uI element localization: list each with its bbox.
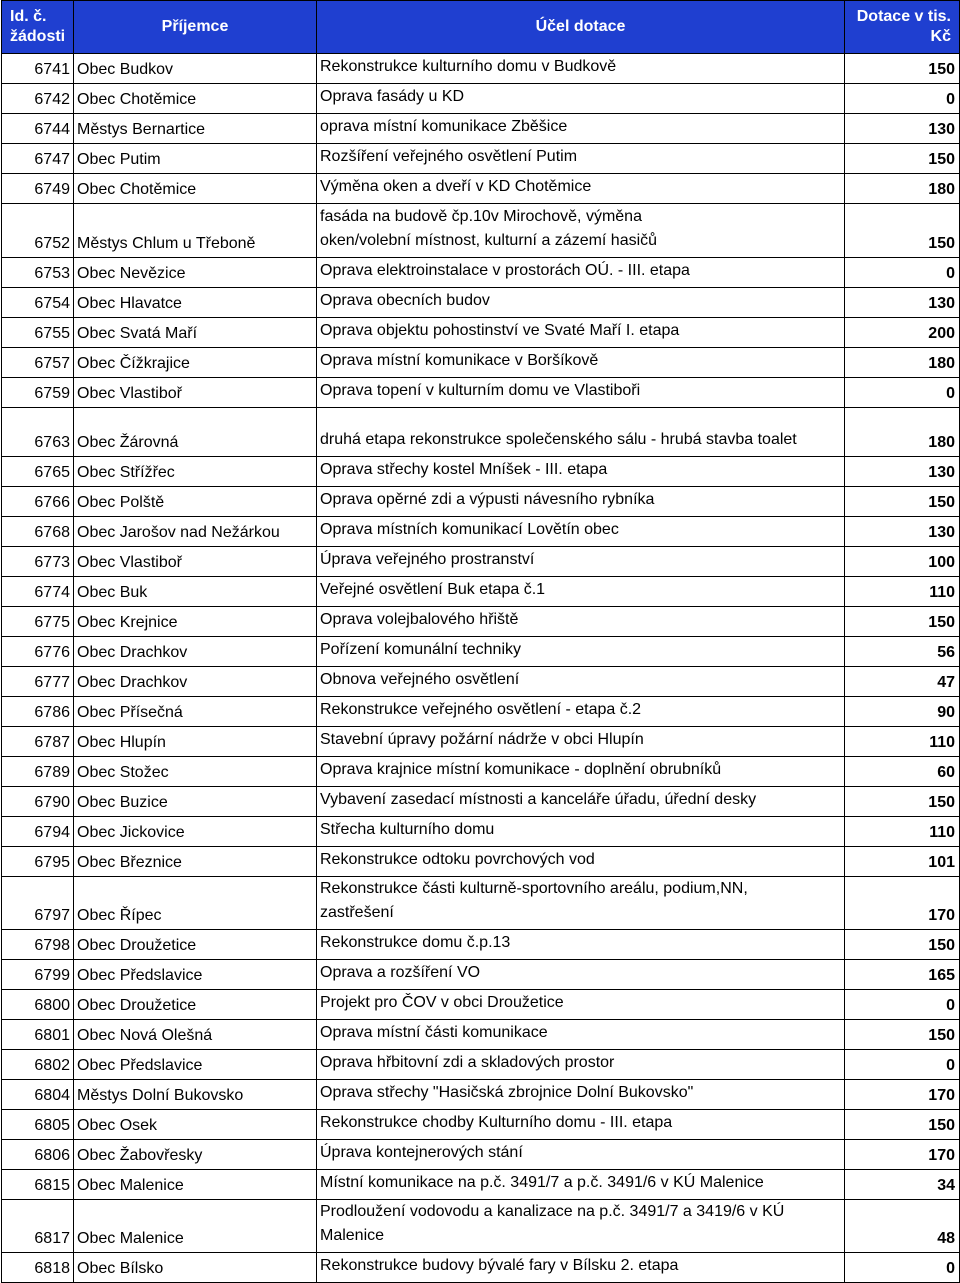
cell-purpose: Stavební úpravy požární nádrže v obci Hlupín [317, 727, 845, 757]
header-purpose: Účel dotace [317, 1, 845, 54]
cell-recipient: Obec Stožec [74, 757, 317, 787]
cell-recipient: Obec Žárovná [74, 408, 317, 457]
cell-purpose: Oprava střechy kostel Mníšek - III. etapa [317, 457, 845, 487]
cell-recipient: Obec Předslavice [74, 1050, 317, 1080]
cell-recipient: Obec Hlavatce [74, 288, 317, 318]
cell-id: 6763 [2, 408, 74, 457]
cell-id: 6765 [2, 457, 74, 487]
cell-recipient: Obec Hlupín [74, 727, 317, 757]
table-row [2, 607, 960, 637]
table-row [2, 288, 960, 318]
cell-recipient: Obec Droužetice [74, 930, 317, 960]
cell-purpose: Úprava veřejného prostranství [317, 547, 845, 577]
table-row [2, 487, 960, 517]
cell-purpose: druhá etapa rekonstrukce společenského sálu - hrubá stavba toalet [317, 408, 845, 457]
cell-recipient: Obec Nová Olešná [74, 1020, 317, 1050]
table-row [2, 1020, 960, 1050]
cell-id: 6802 [2, 1050, 74, 1080]
cell-purpose: Veřejné osvětlení Buk etapa č.1 [317, 577, 845, 607]
cell-id: 6754 [2, 288, 74, 318]
cell-id: 6787 [2, 727, 74, 757]
table-row [2, 84, 960, 114]
table-row [2, 318, 960, 348]
cell-recipient: Obec Předslavice [74, 960, 317, 990]
cell-id: 6795 [2, 847, 74, 877]
table-row [2, 547, 960, 577]
table-row [2, 960, 960, 990]
cell-recipient: Obec Jickovice [74, 817, 317, 847]
cell-recipient: Obec Krejnice [74, 607, 317, 637]
header-id-line1: Id. č. [10, 8, 47, 25]
cell-purpose: Rekonstrukce části kulturně-sportovního areálu, podium,NN, zastřešení [317, 877, 845, 930]
table-row [2, 817, 960, 847]
cell-id: 6804 [2, 1080, 74, 1110]
cell-recipient: Obec Buk [74, 577, 317, 607]
cell-amount: 150 [845, 787, 960, 817]
table-row [2, 144, 960, 174]
header-amount [845, 1, 960, 54]
table-row [2, 1200, 960, 1253]
cell-purpose: Oprava volejbalového hřiště [317, 607, 845, 637]
cell-purpose: Oprava opěrné zdi a výpusti návesního rybníka [317, 487, 845, 517]
cell-id: 6806 [2, 1140, 74, 1170]
table-row [2, 1050, 960, 1080]
cell-id: 6798 [2, 930, 74, 960]
cell-recipient: Obec Malenice [74, 1200, 317, 1253]
cell-recipient: Obec Žabovřesky [74, 1140, 317, 1170]
cell-purpose: Rekonstrukce budovy bývalé fary v Bílsku 2. etapa [317, 1253, 845, 1283]
cell-id: 6817 [2, 1200, 74, 1253]
cell-id: 6777 [2, 667, 74, 697]
cell-purpose: Oprava fasády u KD [317, 84, 845, 114]
cell-id: 6753 [2, 258, 74, 288]
cell-recipient: Obec Drachkov [74, 667, 317, 697]
cell-recipient: Obec Buzice [74, 787, 317, 817]
cell-amount: 150 [845, 144, 960, 174]
cell-amount: 90 [845, 697, 960, 727]
table-row [2, 1253, 960, 1283]
cell-id: 6775 [2, 607, 74, 637]
header-id-line2: žádosti [10, 28, 66, 45]
cell-recipient: Obec Březnice [74, 847, 317, 877]
cell-amount: 0 [845, 990, 960, 1020]
cell-purpose: Oprava hřbitovní zdi a skladových prostor [317, 1050, 845, 1080]
cell-amount: 100 [845, 547, 960, 577]
cell-recipient: Obec Řípec [74, 877, 317, 930]
cell-amount: 200 [845, 318, 960, 348]
cell-amount: 0 [845, 258, 960, 288]
table-row [2, 667, 960, 697]
cell-purpose: fasáda na budově čp.10v Mirochově, výměna oken/volební místnost, kulturní a zázemí hasičů [317, 204, 845, 258]
cell-amount: 0 [845, 378, 960, 408]
cell-amount: 180 [845, 408, 960, 457]
cell-amount: 150 [845, 1110, 960, 1140]
cell-amount: 180 [845, 348, 960, 378]
cell-recipient: Městys Chlum u Třeboně [74, 204, 317, 258]
cell-amount: 150 [845, 487, 960, 517]
cell-amount: 34 [845, 1170, 960, 1200]
table-row [2, 1080, 960, 1110]
cell-id: 6768 [2, 517, 74, 547]
cell-recipient: Obec Jarošov nad Nežárkou [74, 517, 317, 547]
cell-purpose: Oprava objektu pohostinství ve Svaté Maří I. etapa [317, 318, 845, 348]
cell-recipient: Obec Bílsko [74, 1253, 317, 1283]
cell-id: 6747 [2, 144, 74, 174]
cell-id: 6755 [2, 318, 74, 348]
cell-purpose: Oprava místní komunikace v Boršíkově [317, 348, 845, 378]
table-row [2, 1140, 960, 1170]
cell-recipient: Městys Bernartice [74, 114, 317, 144]
grants-table [1, 0, 960, 1283]
table-row [2, 637, 960, 667]
cell-purpose: Výměna oken a dveří v KD Chotěmice [317, 174, 845, 204]
header-recipient: Příjemce [74, 1, 317, 54]
table-row [2, 204, 960, 258]
cell-recipient: Obec Putim [74, 144, 317, 174]
cell-id: 6797 [2, 877, 74, 930]
cell-purpose: Oprava obecních budov [317, 288, 845, 318]
cell-purpose: Střecha kulturního domu [317, 817, 845, 847]
cell-id: 6776 [2, 637, 74, 667]
table-row [2, 727, 960, 757]
table-row [2, 408, 960, 457]
cell-id: 6766 [2, 487, 74, 517]
cell-amount: 150 [845, 54, 960, 84]
cell-recipient: Obec Osek [74, 1110, 317, 1140]
table-row [2, 787, 960, 817]
cell-purpose: Projekt pro ČOV v obci Droužetice [317, 990, 845, 1020]
cell-id: 6752 [2, 204, 74, 258]
cell-amount: 170 [845, 877, 960, 930]
cell-amount: 0 [845, 1253, 960, 1283]
cell-id: 6815 [2, 1170, 74, 1200]
cell-id: 6741 [2, 54, 74, 84]
cell-purpose: Oprava krajnice místní komunikace - doplnění obrubníků [317, 757, 845, 787]
cell-id: 6786 [2, 697, 74, 727]
cell-recipient: Obec Střížřec [74, 457, 317, 487]
table-row [2, 54, 960, 84]
cell-id: 6749 [2, 174, 74, 204]
cell-amount: 150 [845, 204, 960, 258]
cell-purpose: Místní komunikace na p.č. 3491/7 a p.č. 3491/6 v KÚ Malenice [317, 1170, 845, 1200]
cell-recipient: Obec Vlastiboř [74, 547, 317, 577]
table-row [2, 757, 960, 787]
cell-recipient: Městys Dolní Bukovsko [74, 1080, 317, 1110]
cell-purpose: Oprava místní části komunikace [317, 1020, 845, 1050]
cell-purpose: Oprava střechy "Hasičská zbrojnice Dolní Bukovsko" [317, 1080, 845, 1110]
cell-recipient: Obec Polště [74, 487, 317, 517]
cell-purpose: oprava místní komunikace Zběšice [317, 114, 845, 144]
header-amount-line1: Dotace v tis. [856, 8, 951, 25]
table-row [2, 174, 960, 204]
cell-amount: 130 [845, 517, 960, 547]
cell-recipient: Obec Přísečná [74, 697, 317, 727]
table-row [2, 930, 960, 960]
cell-amount: 48 [845, 1200, 960, 1253]
cell-purpose: Rekonstrukce domu č.p.13 [317, 930, 845, 960]
table-row [2, 348, 960, 378]
cell-recipient: Obec Droužetice [74, 990, 317, 1020]
cell-id: 6774 [2, 577, 74, 607]
header-id [2, 1, 74, 54]
cell-purpose: Prodloužení vodovodu a kanalizace na p.č. 3491/7 a 3419/6 v KÚ Malenice [317, 1200, 845, 1253]
cell-recipient: Obec Drachkov [74, 637, 317, 667]
cell-recipient: Obec Svatá Maří [74, 318, 317, 348]
cell-amount: 165 [845, 960, 960, 990]
cell-amount: 170 [845, 1140, 960, 1170]
cell-amount: 130 [845, 114, 960, 144]
cell-recipient: Obec Nevězice [74, 258, 317, 288]
cell-recipient: Obec Chotěmice [74, 84, 317, 114]
cell-id: 6789 [2, 757, 74, 787]
table-row [2, 577, 960, 607]
cell-purpose: Rekonstrukce kulturního domu v Budkově [317, 54, 845, 84]
cell-amount: 101 [845, 847, 960, 877]
cell-purpose: Oprava elektroinstalace v prostorách OÚ. - III. etapa [317, 258, 845, 288]
table-row [2, 258, 960, 288]
cell-amount: 150 [845, 607, 960, 637]
cell-purpose: Úprava kontejnerových stání [317, 1140, 845, 1170]
cell-amount: 130 [845, 457, 960, 487]
cell-amount: 130 [845, 288, 960, 318]
table-row [2, 990, 960, 1020]
cell-id: 6790 [2, 787, 74, 817]
cell-amount: 47 [845, 667, 960, 697]
cell-purpose: Oprava místních komunikací Lovětín obec [317, 517, 845, 547]
cell-id: 6757 [2, 348, 74, 378]
cell-amount: 150 [845, 1020, 960, 1050]
cell-id: 6759 [2, 378, 74, 408]
cell-id: 6818 [2, 1253, 74, 1283]
cell-amount: 170 [845, 1080, 960, 1110]
cell-id: 6805 [2, 1110, 74, 1140]
cell-recipient: Obec Čížkrajice [74, 348, 317, 378]
cell-id: 6800 [2, 990, 74, 1020]
cell-id: 6794 [2, 817, 74, 847]
table-row [2, 847, 960, 877]
cell-id: 6773 [2, 547, 74, 577]
cell-amount: 0 [845, 1050, 960, 1080]
table-row [2, 457, 960, 487]
table-row [2, 114, 960, 144]
cell-amount: 0 [845, 84, 960, 114]
cell-amount: 60 [845, 757, 960, 787]
cell-id: 6744 [2, 114, 74, 144]
table-row [2, 697, 960, 727]
cell-purpose: Pořízení komunální techniky [317, 637, 845, 667]
cell-recipient: Obec Budkov [74, 54, 317, 84]
table-row [2, 877, 960, 930]
cell-purpose: Vybavení zasedací místnosti a kanceláře úřadu, úřední desky [317, 787, 845, 817]
cell-purpose: Obnova veřejného osvětlení [317, 667, 845, 697]
cell-id: 6801 [2, 1020, 74, 1050]
cell-amount: 56 [845, 637, 960, 667]
table-row [2, 1110, 960, 1140]
cell-amount: 180 [845, 174, 960, 204]
cell-amount: 110 [845, 727, 960, 757]
cell-recipient: Obec Chotěmice [74, 174, 317, 204]
cell-id: 6799 [2, 960, 74, 990]
cell-id: 6742 [2, 84, 74, 114]
header-row [2, 1, 960, 54]
cell-purpose: Rekonstrukce veřejného osvětlení - etapa č.2 [317, 697, 845, 727]
cell-recipient: Obec Malenice [74, 1170, 317, 1200]
cell-amount: 110 [845, 817, 960, 847]
cell-purpose: Rekonstrukce chodby Kulturního domu - III. etapa [317, 1110, 845, 1140]
cell-amount: 150 [845, 930, 960, 960]
table-row [2, 517, 960, 547]
table-row [2, 1170, 960, 1200]
cell-amount: 110 [845, 577, 960, 607]
table-row [2, 378, 960, 408]
cell-purpose: Oprava topení v kulturním domu ve Vlastiboři [317, 378, 845, 408]
cell-recipient: Obec Vlastiboř [74, 378, 317, 408]
cell-purpose: Rekonstrukce odtoku povrchových vod [317, 847, 845, 877]
cell-purpose: Oprava a rozšíření VO [317, 960, 845, 990]
header-amount-line2: Kč [930, 28, 951, 45]
cell-purpose: Rozšíření veřejného osvětlení Putim [317, 144, 845, 174]
